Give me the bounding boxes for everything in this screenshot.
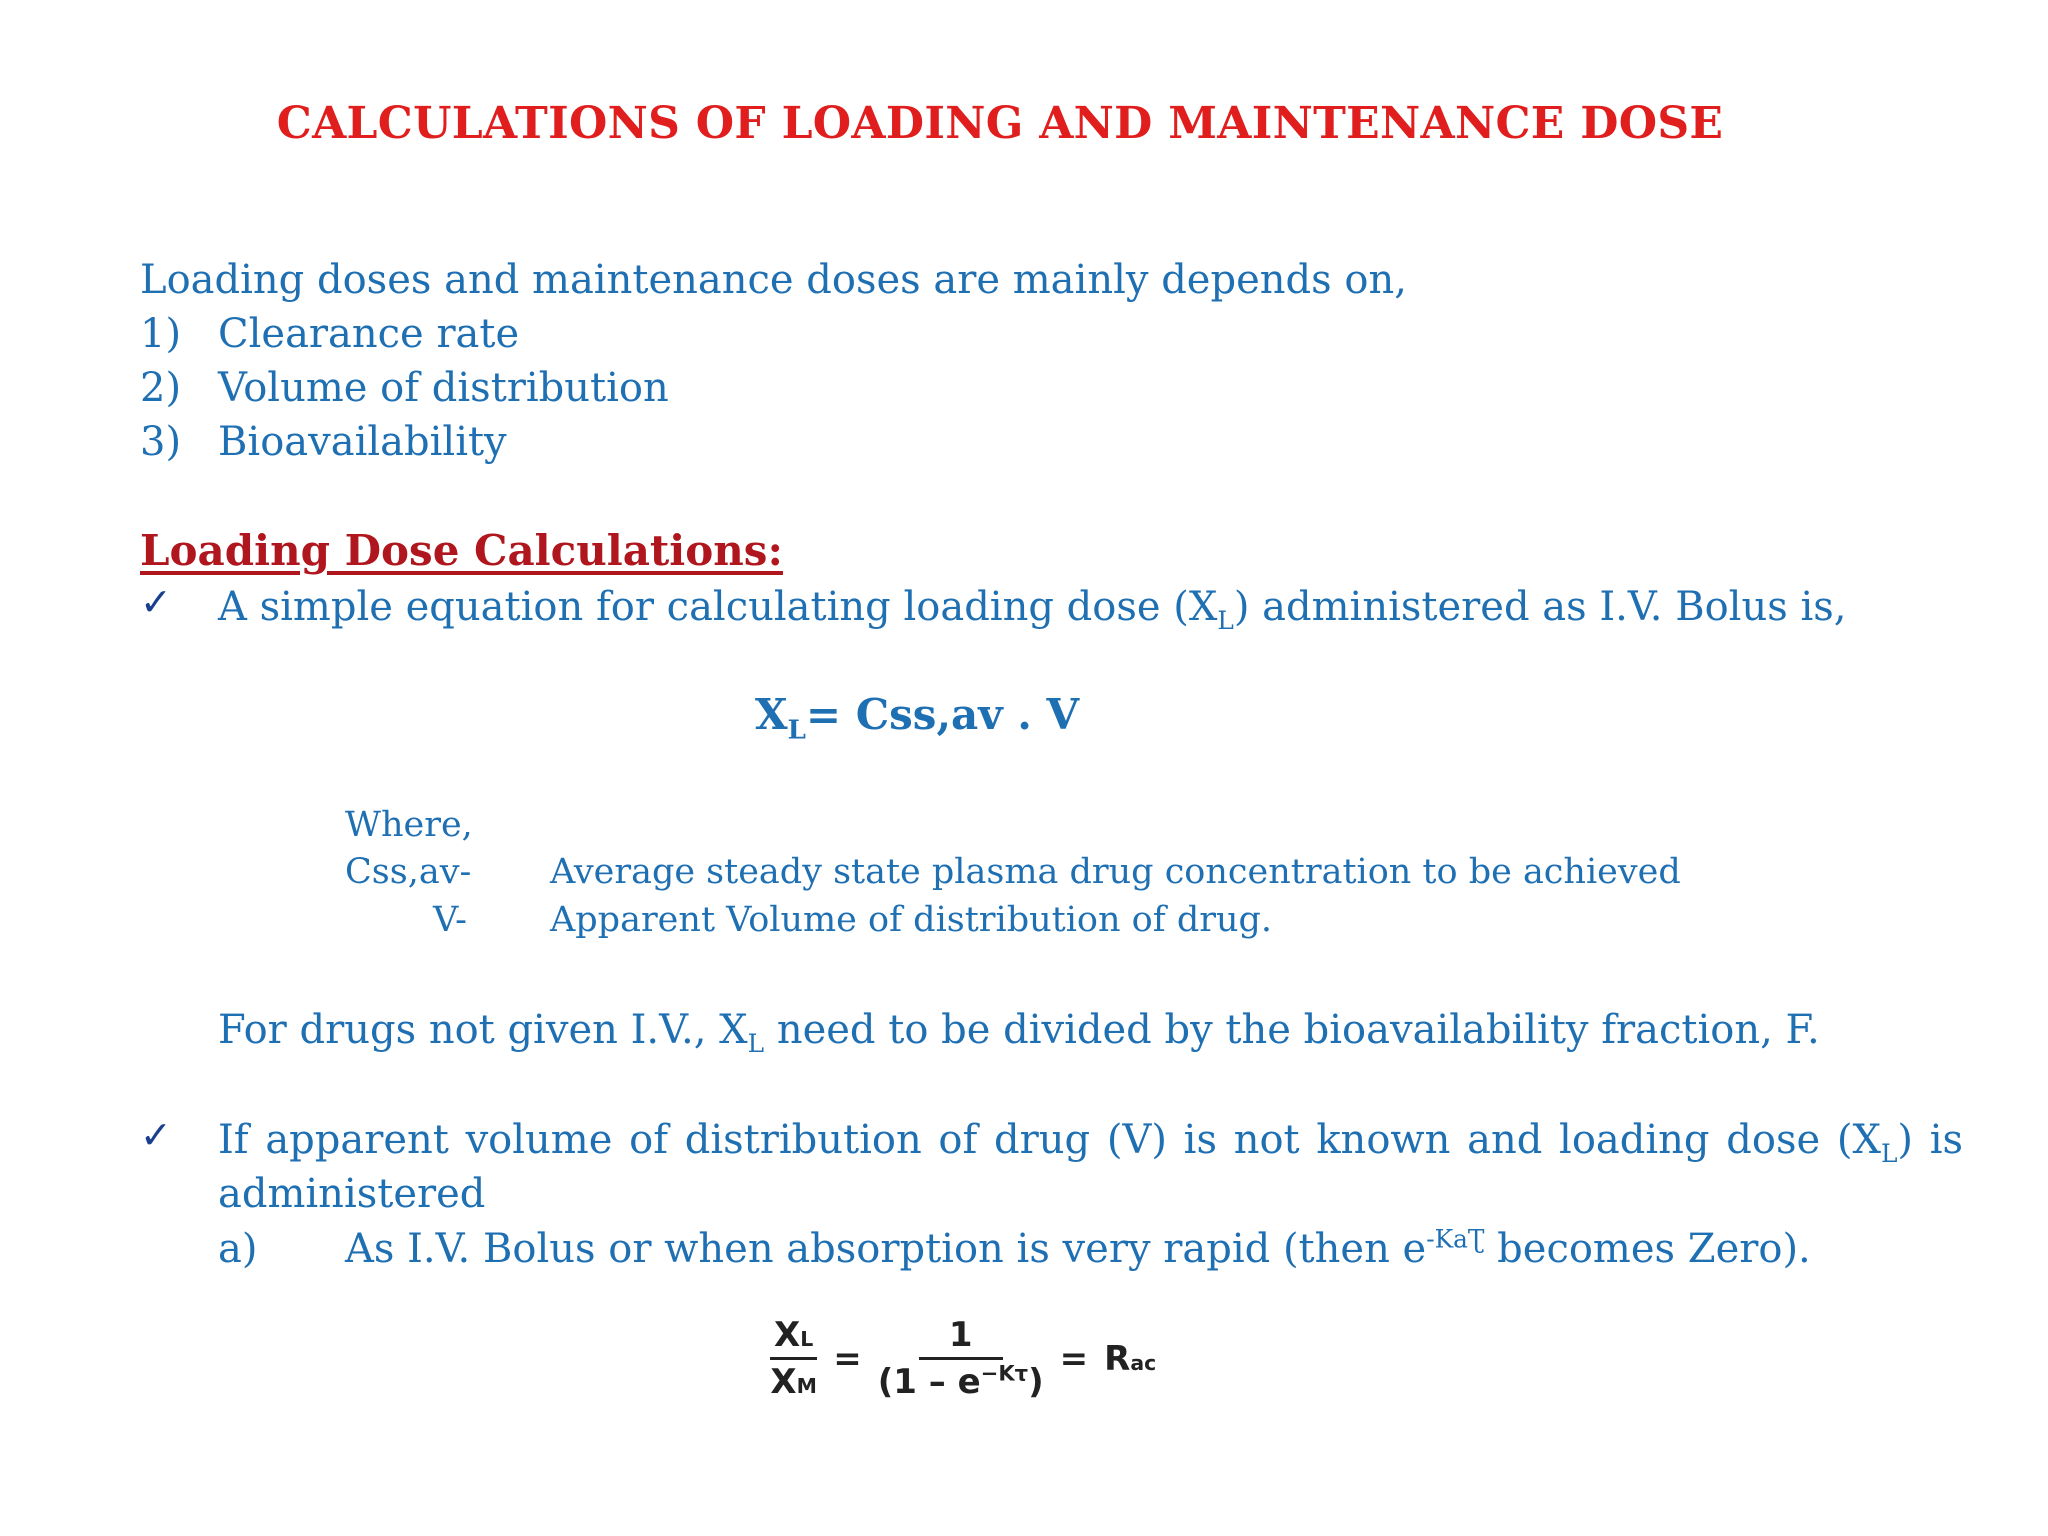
checkmark-icon: ✓ bbox=[140, 1113, 172, 1157]
where-label: Where, bbox=[345, 805, 473, 845]
case-a-label: a) bbox=[218, 1226, 258, 1272]
accumulation-fraction: $\frac{1}{(1 - e^{-K\tau})}$ bbox=[877, 1315, 1044, 1402]
intro-text: Loading doses and maintenance doses are mainly depends on, bbox=[140, 257, 1407, 303]
non-iv-note: For drugs not given I.V., $X_L$ need to be divided by the bioavailability fraction, F. bbox=[218, 1007, 1820, 1058]
equals-sign: = bbox=[833, 1338, 862, 1379]
factor-number: 1) bbox=[140, 311, 182, 357]
case-a-text: As I.V. Bolus or when absorption is very rapid (then $e^{-KaƮ}$ becomes Zero). bbox=[345, 1224, 1811, 1272]
point-1-text: A simple equation for calculating loading dose $(X_L)$ administered as I.V. Bolus is, bbox=[218, 584, 1847, 635]
point-2-line-1: If apparent volume of distribution of drug (V) is not known and loading dose $(X_L)$ is bbox=[218, 1117, 1964, 1168]
loading-dose-heading: Loading Dose Calculations: bbox=[140, 526, 783, 575]
factor-number: 3) bbox=[140, 419, 182, 465]
loading-dose-formula: $X_L= Css,av$ . V bbox=[755, 690, 1080, 746]
where-def-v: Apparent Volume of distribution of drug. bbox=[550, 900, 1273, 940]
rac-term: Rac bbox=[1104, 1338, 1157, 1379]
accumulation-ratio-formula bbox=[770, 1315, 1156, 1402]
point-2-line-2: administered bbox=[218, 1171, 486, 1217]
factor-label: Bioavailability bbox=[218, 419, 507, 465]
factor-label: Volume of distribution bbox=[218, 365, 669, 411]
where-term-css: Css,av- bbox=[345, 852, 472, 892]
factor-number: 2) bbox=[140, 365, 182, 411]
checkmark-icon: ✓ bbox=[140, 580, 172, 624]
where-def-css: Average steady state plasma drug concentration to be achieved bbox=[550, 852, 1681, 892]
factor-label: Clearance rate bbox=[218, 311, 520, 357]
factor-item-2 bbox=[140, 361, 669, 415]
xl-over-xm-fraction: $\frac{XL}{XM}$ bbox=[770, 1315, 817, 1402]
factor-item-1 bbox=[140, 307, 520, 361]
where-term-v: V- bbox=[433, 900, 467, 940]
equals-sign: = bbox=[1059, 1338, 1089, 1379]
page-title: CALCULATIONS OF LOADING AND MAINTENANCE DOSE bbox=[276, 98, 1724, 149]
factor-item-3 bbox=[140, 415, 507, 469]
